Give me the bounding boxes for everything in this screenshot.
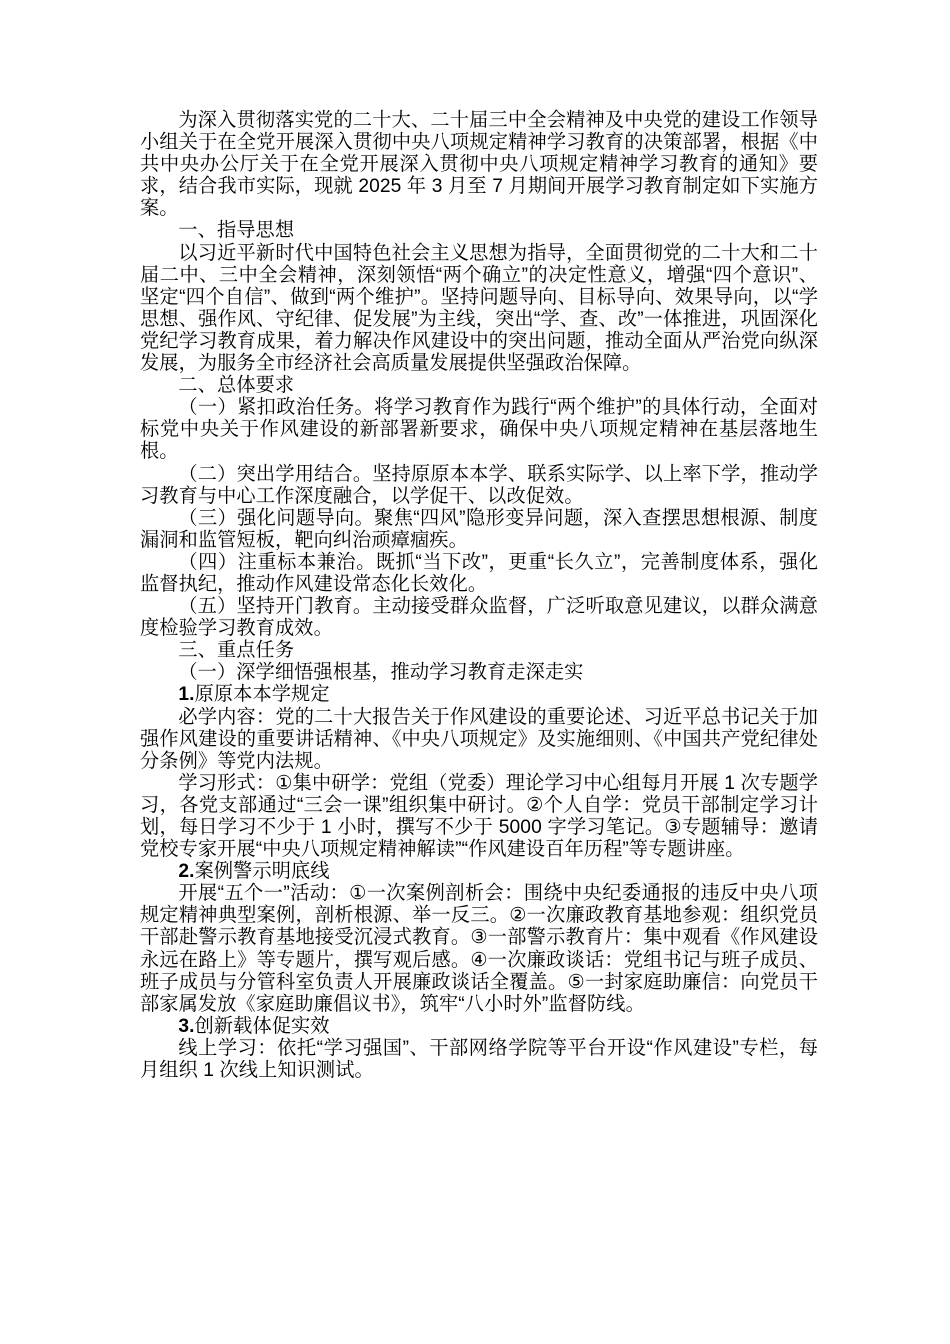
paragraph-intro: 为深入贯彻落实党的二十大、二十届三中全会精神及中央党的建设工作领导小组关于在全党开展深入贯彻中央八项规定精神学习教育的决策部署，根据《中共中央办公厅关于在全党开展深入贯彻中央八项规定精神学习教育的通知》要求，结合我市实际，现就 2025 年 3 月至 7 月期间开展学习教育制定如下实施方案。 bbox=[140, 110, 818, 220]
paragraph-section-two-item-2: （二）突出学用结合。坚持原原本本学、联系实际学、以上率下学，推动学习教育与中心工作深度融合，以学促干、以改促效。 bbox=[140, 463, 818, 507]
subheading-task-2-number: 2. bbox=[178, 861, 195, 883]
subheading-task-1 bbox=[140, 684, 818, 706]
paragraph-task-1-required-content: 必学内容：党的二十大报告关于作风建设的重要论述、习近平总书记关于加强作风建设的重要讲话精神、《中央八项规定》及实施细则、《中国共产党纪律处分条例》等党内法规。 bbox=[140, 706, 818, 772]
paragraph-section-two-item-3: （三）强化问题导向。聚焦“四风”隐形变异问题，深入查摆思想根源、制度漏洞和监管短板，靶向纠治顽瘴痼疾。 bbox=[140, 507, 818, 551]
paragraph-task-3-body: 线上学习：依托“学习强国”、干部网络学院等平台开设“作风建设”专栏，每月组织 1 次线上知识测试。 bbox=[140, 1037, 818, 1082]
heading-section-three-item-1: （一）深学细悟强根基，推动学习教育走深走实 bbox=[178, 662, 584, 684]
paragraph-task-1-study-formats: 学习形式：①集中研学：党组（党委）理论学习中心组每月开展 1 次专题学习，各党支部通过“三会一课”组织集中研讨。②个人自学：党员干部制定学习计划，每日学习不少于 1 小时，撰写不少于 5000 字学习笔记。③专题辅导：邀请党校专家开展“中央八项规定精神解读”“作风建设百年历程”等专题讲座。 bbox=[140, 772, 818, 861]
paragraph-section-two-item-1: （一）紧扣政治任务。将学习教育作为践行“两个维护”的具体行动，全面对标党中央关于作风建设的新部署新要求，确保中央八项规定精神在基层落地生根。 bbox=[140, 397, 818, 463]
subheading-task-1-number: 1. bbox=[178, 684, 195, 706]
subheading-task-3-label: 创新载体促实效 bbox=[194, 1015, 330, 1037]
subheading-task-3-number: 3. bbox=[178, 1015, 195, 1037]
paragraph-section-one-body: 以习近平新时代中国特色社会主义思想为指导，全面贯彻党的二十大和二十届二中、三中全会精神，深刻领悟“两个确立”的决定性意义，增强“四个意识”、坚定“四个自信”、做到“两个维护”。坚持问题导向、目标导向、效果导向，以“学思想、强作风、守纪律、促发展”为主线，突出“学、查、改”一体推进，巩固深化党纪学习教育成果，着力解决作风建设中的突出问题，推动全面从严治党向纵深发展，为服务全市经济社会高质量发展提供坚强政治保障。 bbox=[140, 242, 818, 375]
document-text-body bbox=[140, 110, 818, 1082]
paragraph-section-two-item-4: （四）注重标本兼治。既抓“当下改”，更重“长久立”，完善制度体系，强化监督执纪，推动作风建设常态化长效化。 bbox=[140, 551, 818, 595]
subheading-task-3 bbox=[140, 1016, 818, 1038]
heading-section-one: 一、指导思想 bbox=[178, 220, 295, 242]
subheading-task-2-label: 案例警示明底线 bbox=[194, 861, 330, 883]
heading-section-two: 二、总体要求 bbox=[178, 375, 295, 397]
paragraph-task-2-body: 开展“五个一”活动：①一次案例剖析会：围绕中央纪委通报的违反中央八项规定精神典型案例，剖析根源、举一反三。②一次廉政教育基地参观：组织党员干部赴警示教育基地接受沉浸式教育。③一部警示教育片：集中观看《作风建设永远在路上》等专题片，撰写观后感。④一次廉政谈话：党组书记与班子成员、班子成员与分管科室负责人开展廉政谈话全覆盖。⑤一封家庭助廉信：向党员干部家属发放《家庭助廉倡议书》，筑牢“八小时外”监督防线。 bbox=[140, 883, 818, 1015]
heading-section-three: 三、重点任务 bbox=[178, 640, 295, 662]
paragraph-section-two-item-5: （五）坚持开门教育。主动接受群众监督，广泛听取意见建议，以群众满意度检验学习教育成效。 bbox=[140, 596, 818, 640]
subheading-task-1-label: 原原本本学规定 bbox=[194, 684, 330, 706]
subheading-task-2 bbox=[140, 861, 818, 883]
